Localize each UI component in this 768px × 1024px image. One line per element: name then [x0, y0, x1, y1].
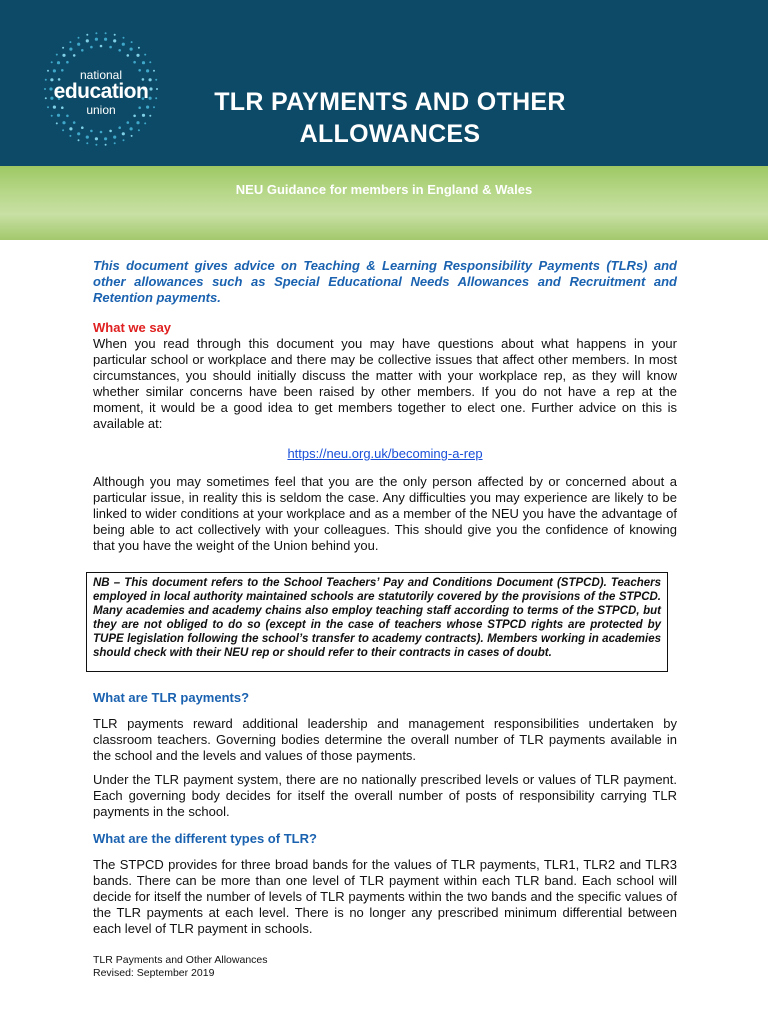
logo-dot: [105, 32, 107, 34]
logo-union: union: [86, 103, 116, 117]
logo-dot: [95, 32, 97, 34]
tlr-payments-paragraph-2: Under the TLR payment system, there are no nationally prescribed levels or values of TLR payment. Each governing body decides for itself the overall number of posts of responsibility carrying TLR payments in the school.: [93, 772, 677, 819]
logo-dot: [131, 135, 133, 137]
logo-dot: [51, 61, 53, 63]
logo-dot: [81, 126, 84, 129]
logo-dot: [86, 34, 88, 36]
tlr-payments-heading: What are TLR payments?: [93, 690, 250, 705]
neu-logo: [42, 30, 160, 148]
logo-dot: [109, 130, 112, 133]
logo-dot: [105, 144, 107, 146]
logo-dot: [136, 54, 139, 57]
what-we-say-heading: What we say: [93, 320, 172, 335]
logo-dot: [56, 122, 58, 124]
logo-dot: [131, 41, 133, 43]
logo-dot: [57, 61, 60, 64]
logo-education: education: [53, 80, 149, 103]
logo-dot: [144, 122, 146, 124]
logo-dot: [77, 132, 80, 135]
logo-dot: [104, 137, 107, 140]
page-title: TLR PAYMENTS AND OTHER ALLOWANCES: [214, 88, 566, 148]
logo-dot: [114, 34, 116, 36]
logo-dot: [90, 46, 93, 49]
logo-dot: [118, 49, 121, 52]
logo-dot: [113, 136, 116, 139]
logo-dot: [114, 142, 116, 144]
what-we-say-paragraph-1: When you read through this document you may have questions about what happens in your particular school or workplace and there may be collective issues that affect other members. In most circumstances, you should initially discuss the matter with your workplace rep, as they will know whether similar concerns have been raised by other members. If you do not have a rep at the moment, it would be a good idea to get members together to elect one. Further advice on this is available at:: [93, 336, 677, 431]
logo-dot: [133, 61, 136, 64]
link-line: [93, 446, 677, 462]
logo-dot: [130, 127, 133, 130]
logo-dot: [81, 49, 84, 52]
logo-dot: [100, 131, 103, 134]
logo-dot: [136, 121, 139, 124]
logo-dot: [144, 54, 146, 56]
logo-dot: [122, 43, 125, 46]
tlr-types-paragraph: The STPCD provides for three broad bands for the values of TLR payments, TLR1, TLR2 and TLR3 bands. There can be more than one level of TLR payment within each TLR band. Each school will decide for itself the number of levels of TLR payments within the two bands and the specific values of the TLR payments at each level. There is no longer any prescribed minimum differential between each level of TLR payment in schools.: [93, 857, 677, 936]
subtitle-band: [0, 166, 768, 240]
tlr-types-section: [93, 831, 677, 937]
logo-dot: [78, 37, 80, 39]
logo-dot: [138, 47, 140, 49]
logo-dot: [127, 54, 130, 57]
becoming-a-rep-link[interactable]: https://neu.org.uk/becoming-a-rep: [287, 446, 483, 461]
logo-dot: [109, 46, 112, 49]
intro-paragraph: This document gives advice on Teaching & Learning Responsibility Payments (TLRs) and other allowances such as Special Educational Needs Allowances and Recruitment and Retention payments.: [93, 258, 677, 305]
logo-dot: [122, 132, 125, 135]
tlr-payments-paragraph-1: TLR payments reward additional leadership and management responsibilities undertaken by classroom teachers. Governing bodies determine the overall number of TLR payments available in the school and the levels and values of those payments.: [93, 716, 677, 763]
logo-dot: [62, 121, 65, 124]
footer-revised-date: Revised: September 2019: [93, 967, 215, 979]
logo-dot: [149, 61, 151, 63]
logo-dot: [73, 54, 76, 57]
logo-dot: [56, 54, 58, 56]
logo-dot: [86, 136, 89, 139]
logo-dot: [104, 38, 107, 41]
logo-dot: [69, 127, 72, 130]
page-footer: [93, 954, 268, 980]
tlr-types-heading: What are the different types of TLR?: [93, 831, 317, 846]
logo-dot: [62, 47, 64, 49]
logo-dot: [90, 130, 93, 133]
logo-dot: [123, 37, 125, 39]
logo-dot: [118, 126, 121, 129]
logo-dot: [95, 137, 98, 140]
logo-dot: [113, 39, 116, 42]
logo-dot: [62, 129, 64, 131]
logo-dot: [73, 121, 76, 124]
logo-dot: [66, 61, 69, 64]
logo-dot: [69, 41, 71, 43]
logo-dot: [100, 45, 103, 48]
logo-dot: [142, 61, 145, 64]
tlr-payments-section: [93, 690, 677, 820]
footer-document-name: TLR Payments and Other Allowances: [93, 954, 268, 966]
logo-dot: [86, 39, 89, 42]
logo-dot: [95, 144, 97, 146]
logo-dot: [130, 48, 133, 51]
logo-dot: [77, 43, 80, 46]
nb-notice-box: NB – This document refers to the School Teachers’ Pay and Conditions Document (STPCD). Teachers employed in local authority maintained schools are statutorily covered by the provisions of the STPCD. Many academies and academy chains also employ teaching staff according to terms of the STPCD, but they are not obliged to do so (except in the case of teachers whose STPCD rights are protected by TUPE legislation following the school’s transfer to academy contracts). Members working in academies should check with their NEU rep or should refer to their contracts in cases of doubt.: [86, 572, 668, 672]
logo-dot: [78, 139, 80, 141]
logo-dot: [86, 142, 88, 144]
logo-dot: [95, 38, 98, 41]
logo-dot: [127, 121, 130, 124]
logo-dot: [62, 54, 65, 57]
logo-dot: [69, 48, 72, 51]
intro-section: [93, 258, 677, 554]
what-we-say-paragraph-2: Although you may sometimes feel that you are the only person affected by or concerned about a particular issue, in reality this is seldom the case. Any difficulties you may experience are likely to be linked to wider conditions at your workplace and as a member of the NEU you have the advantage of being able to act collectively with your colleagues. This should give you the confidence of knowing that you have the weight of the Union behind you.: [93, 474, 677, 553]
logo-dot: [69, 135, 71, 137]
page-subtitle: NEU Guidance for members in England & Wales: [235, 182, 533, 197]
logo-dot: [123, 139, 125, 141]
logo-dot: [138, 129, 140, 131]
logo-national: national: [79, 68, 123, 82]
